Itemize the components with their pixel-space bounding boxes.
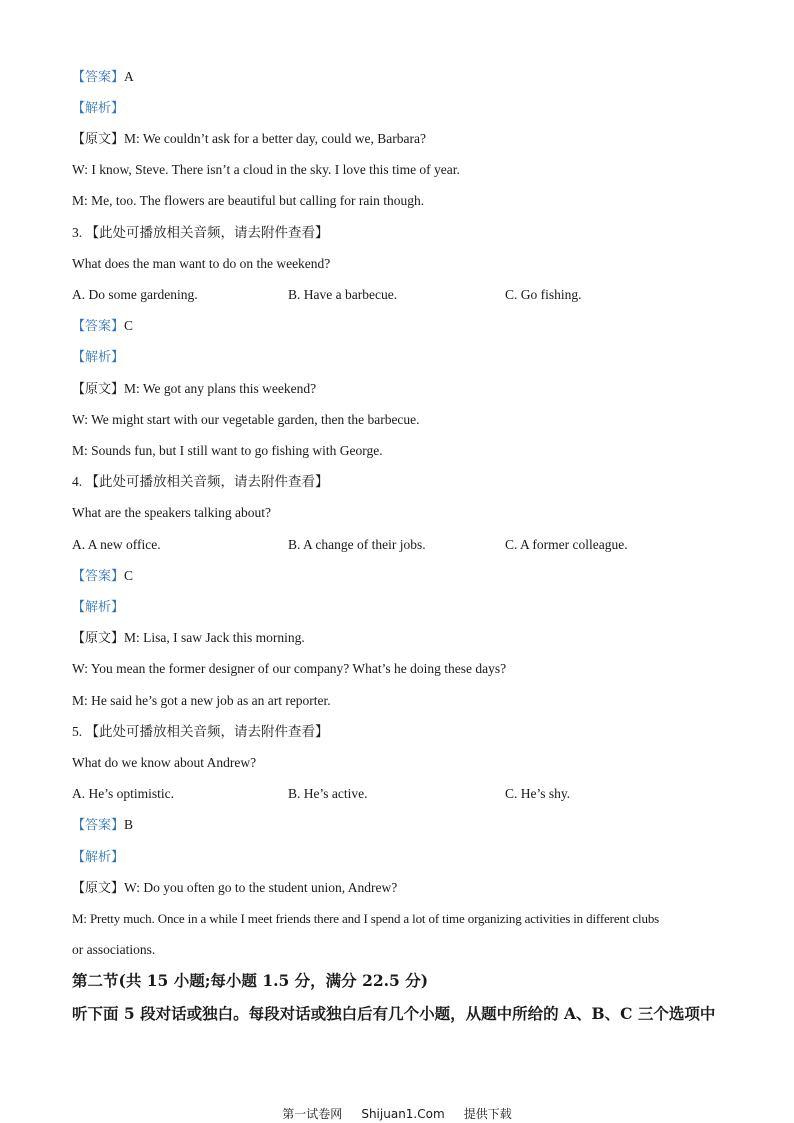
transcript-text: W: Do you often go to the student union, Andrew? [124,880,398,895]
transcript-line: M: Me, too. The flowers are beautiful but calling for rain though. [72,193,425,208]
transcript-line [72,879,397,898]
transcript-tag: 【原文】 [72,881,125,896]
transcript-line: W: You mean the former designer of our company? What’s he doing these days? [72,661,507,676]
answer-value: C [124,318,134,333]
answer-tag: 【答案】 [72,319,125,334]
analysis-tag: 【解析】 [72,101,125,116]
analysis-line [72,598,124,617]
transcript-text: M: We got any plans this weekend? [124,381,317,396]
transcript-text: M: Lisa, I saw Jack this morning. [124,630,305,645]
transcript-line [72,130,426,149]
question-header: 3. 【此处可播放相关音频，请去附件查看】 [72,225,329,240]
option-b: B. A change of their jobs. [288,537,426,552]
answer-line [72,816,133,835]
question-text: What do we know about Andrew? [72,755,257,770]
answer-line [72,68,134,87]
option-a: A. Do some gardening. [72,287,198,302]
transcript-tag: 【原文】 [72,132,125,147]
page-footer: 第一试卷网 Shijuan1.Com 提供下载 [282,1107,512,1121]
transcript-line: M: Pretty much. Once in a while I meet friends there and I spend a lot of time organizing activities in different clubs [72,911,660,926]
answer-value: A [124,69,134,84]
option-c: C. He’s shy. [505,786,571,801]
transcript-tag: 【原文】 [72,382,125,397]
option-c: C. Go fishing. [505,287,582,302]
answer-tag: 【答案】 [72,818,125,833]
transcript-line: W: We might start with our vegetable garden, then the barbecue. [72,412,420,427]
option-a: A. A new office. [72,537,161,552]
option-a: A. He’s optimistic. [72,786,174,801]
question-text: What does the man want to do on the weekend? [72,256,331,271]
answer-tag: 【答案】 [72,70,125,85]
section-instruction: 听下面 5 段对话或独白。每段对话或独白后有几个小题，从题中所给的 A、B、C 三个选项中 [72,1004,716,1023]
option-b: B. Have a barbecue. [288,287,398,302]
answer-line [72,567,133,586]
transcript-line [72,629,305,648]
option-b: B. He’s active. [288,786,368,801]
option-c: C. A former colleague. [505,537,628,552]
analysis-line [72,848,124,867]
answer-value: C [124,568,134,583]
transcript-tag: 【原文】 [72,631,125,646]
analysis-line [72,348,124,367]
transcript-text: M: We couldn’t ask for a better day, could we, Barbara? [124,131,426,146]
answer-value: B [124,817,134,832]
section-title: 第二节(共 15 小题;每小题 1.5 分，满分 22.5 分) [72,971,429,990]
transcript-line: M: Sounds fun, but I still want to go fishing with George. [72,443,383,458]
transcript-line: M: He said he’s got a new job as an art reporter. [72,693,331,708]
question-header: 5. 【此处可播放相关音频，请去附件查看】 [72,724,329,739]
analysis-tag: 【解析】 [72,850,125,865]
transcript-line [72,380,316,399]
question-header: 4. 【此处可播放相关音频，请去附件查看】 [72,474,329,489]
answer-line [72,317,133,336]
transcript-line: or associations. [72,942,156,957]
analysis-tag: 【解析】 [72,350,125,365]
analysis-line [72,99,124,118]
analysis-tag: 【解析】 [72,600,125,615]
question-text: What are the speakers talking about? [72,505,272,520]
answer-tag: 【答案】 [72,569,125,584]
transcript-line: W: I know, Steve. There isn’t a cloud in the sky. I love this time of year. [72,162,460,177]
